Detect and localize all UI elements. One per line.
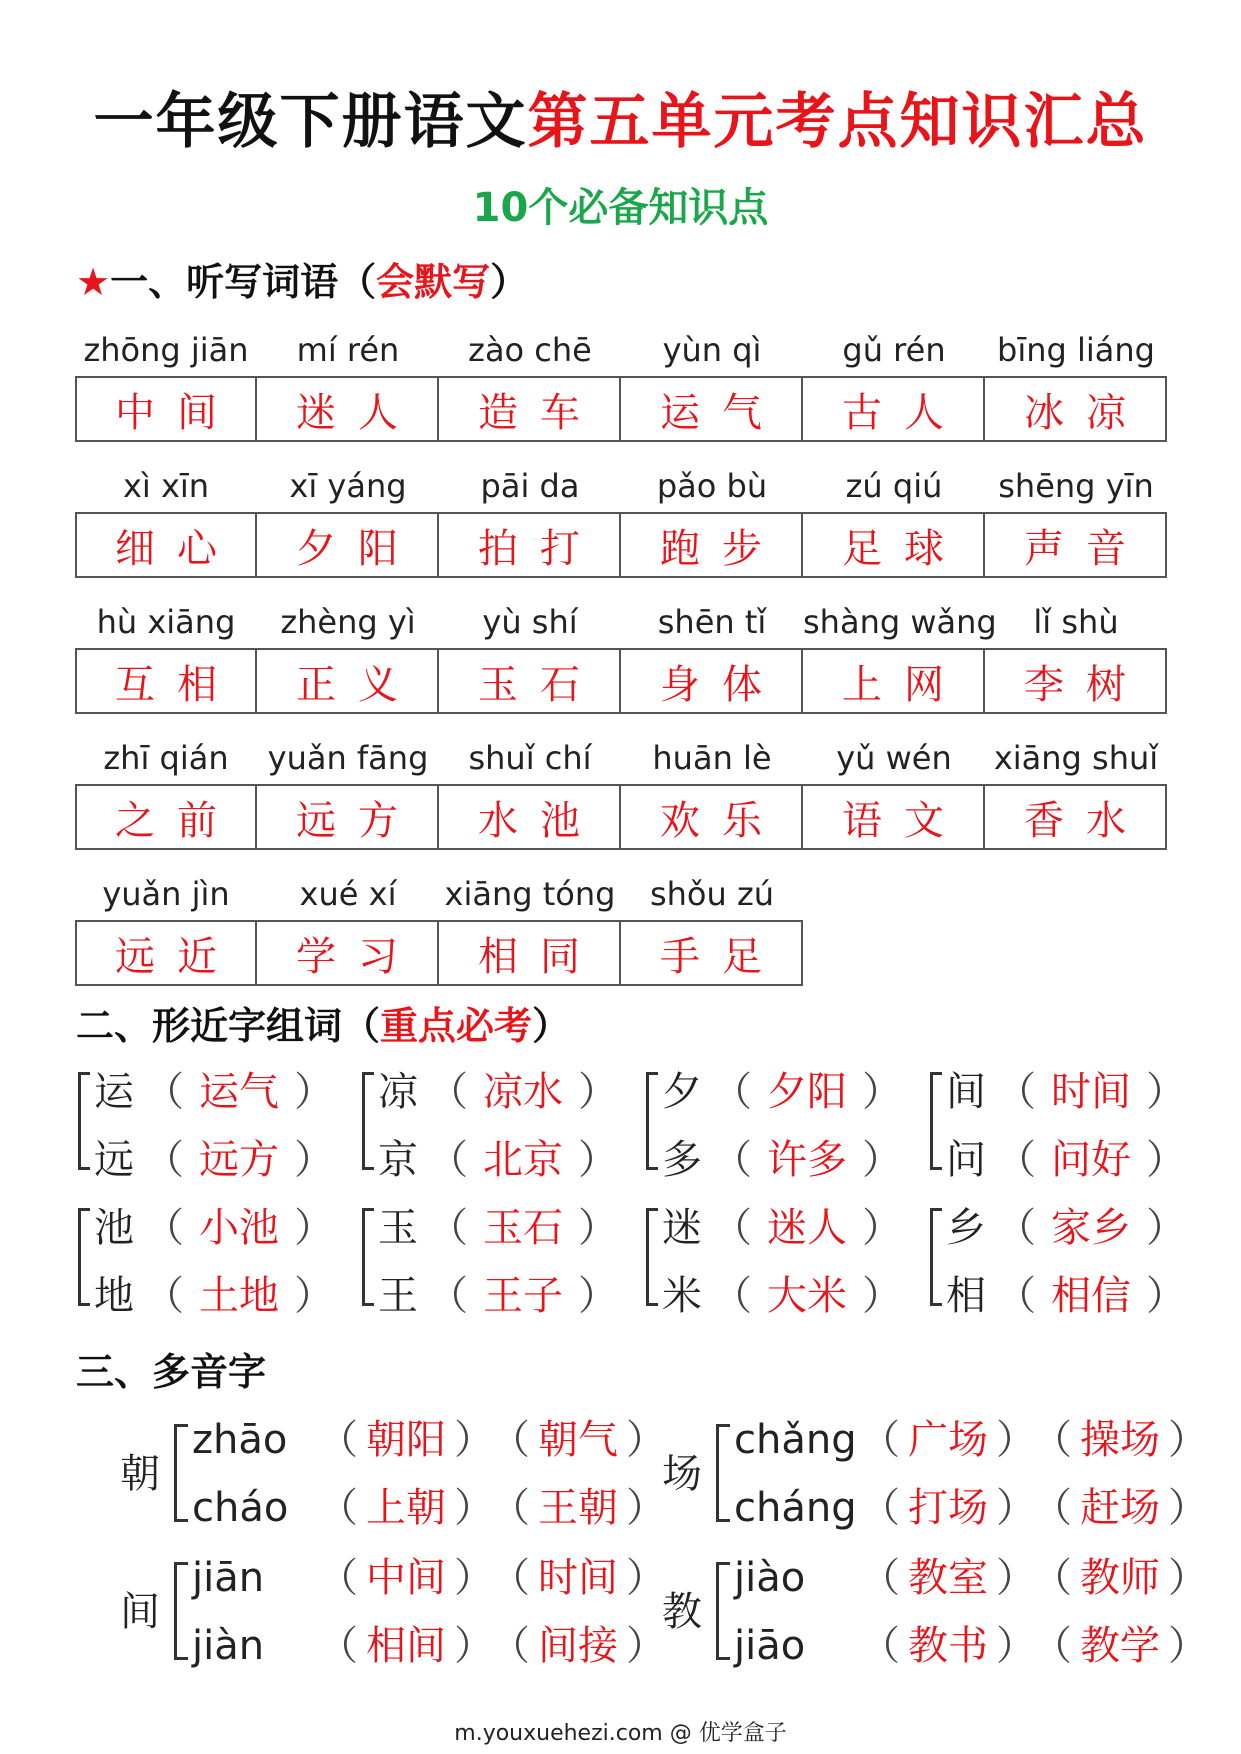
hanzi-box: 远近 xyxy=(75,920,257,986)
paren-close: ） xyxy=(532,1004,571,1048)
similar-pair xyxy=(646,1058,926,1194)
base-char: 间 xyxy=(946,1069,986,1115)
paren-close: ） xyxy=(626,1623,666,1669)
hanzi-box: 香水 xyxy=(985,784,1167,850)
paren-open: （ xyxy=(428,1273,468,1319)
answer-word: 教书 xyxy=(908,1623,988,1669)
similar-pair xyxy=(362,1058,642,1194)
answer-word: 朝气 xyxy=(538,1417,618,1463)
answer-word: 教师 xyxy=(1080,1555,1160,1601)
page-subtitle: 10个必备知识点 xyxy=(472,185,769,231)
section-heading-polyphonic xyxy=(76,1346,266,1398)
hanzi-box: 足球 xyxy=(803,512,985,578)
word-row xyxy=(75,734,1167,870)
word-cell xyxy=(257,870,439,1006)
hanzi-box: 水池 xyxy=(439,784,621,850)
answer-word: 间接 xyxy=(538,1623,618,1669)
pinyin-label: hù xiāng xyxy=(96,603,236,641)
pinyin-label: huān lè xyxy=(652,739,772,777)
similar-pair xyxy=(646,1194,926,1330)
word-row xyxy=(75,326,1167,462)
dictation-grid xyxy=(75,326,1167,1006)
base-char: 相 xyxy=(946,1273,986,1319)
paren-close: ） xyxy=(1146,1069,1186,1115)
paren-close: ） xyxy=(490,260,529,304)
word-cell xyxy=(75,870,257,1006)
hanzi-box: 语文 xyxy=(803,784,985,850)
brace-bracket xyxy=(646,1072,658,1170)
reading-pinyin: cháng xyxy=(734,1485,857,1531)
pair-line xyxy=(662,1194,912,1262)
reading-line xyxy=(734,1612,1216,1680)
paren-open: （ xyxy=(428,1205,468,1251)
reading-line xyxy=(192,1406,674,1474)
answer-word: 时间 xyxy=(538,1555,618,1601)
page-title xyxy=(0,82,1241,162)
answer-word: 问好 xyxy=(1051,1137,1131,1183)
paren-close: ） xyxy=(578,1069,618,1115)
brace-bracket xyxy=(78,1208,90,1306)
pinyin-label: zhèng yì xyxy=(280,603,416,641)
paren-close: ） xyxy=(1146,1137,1186,1183)
hanzi-box: 远方 xyxy=(257,784,439,850)
brace-bracket xyxy=(930,1072,942,1170)
paren-open: （ xyxy=(1052,1417,1072,1463)
paren-open: （ xyxy=(712,1273,752,1319)
brace-bracket xyxy=(716,1562,730,1660)
word-cell xyxy=(985,462,1167,598)
paren-close: ） xyxy=(294,1273,334,1319)
pinyin-label: shēng yīn xyxy=(998,467,1154,505)
section-label: 一、听写词语 xyxy=(110,260,339,304)
hanzi-box: 手足 xyxy=(621,920,803,986)
pinyin-label: bīng liáng xyxy=(997,331,1155,369)
paren-open: （ xyxy=(318,1623,358,1669)
pinyin-label: xué xí xyxy=(299,875,397,913)
paren-close: ） xyxy=(626,1485,666,1531)
base-char: 多 xyxy=(662,1137,702,1183)
answer-word: 操场 xyxy=(1080,1417,1160,1463)
answer-word: 大米 xyxy=(767,1273,847,1319)
reading-pinyin: zhāo xyxy=(192,1417,288,1463)
paren-open: （ xyxy=(860,1485,900,1531)
answer-word: 广场 xyxy=(908,1417,988,1463)
hanzi-box: 之前 xyxy=(75,784,257,850)
hanzi-box: 身体 xyxy=(621,648,803,714)
pinyin-label: yù shí xyxy=(482,603,578,641)
similar-pair xyxy=(362,1194,642,1330)
word-cell xyxy=(75,462,257,598)
polyphonic-char: 场 xyxy=(662,1451,702,1497)
word-cell xyxy=(985,734,1167,870)
paren-close: ） xyxy=(294,1137,334,1183)
word-cell xyxy=(985,326,1167,462)
answer-word: 夕阳 xyxy=(767,1069,847,1115)
hanzi-box: 欢乐 xyxy=(621,784,803,850)
hanzi-box: 夕阳 xyxy=(257,512,439,578)
word-cell xyxy=(257,734,439,870)
pinyin-label: gǔ rén xyxy=(842,331,946,369)
paren-open: （ xyxy=(996,1273,1036,1319)
word-cell xyxy=(257,326,439,462)
pair-line xyxy=(94,1262,344,1330)
brace-bracket xyxy=(930,1208,942,1306)
polyphonic-char: 朝 xyxy=(120,1451,160,1497)
pinyin-label: yùn qì xyxy=(662,331,762,369)
word-row xyxy=(75,598,1167,734)
answer-word: 王子 xyxy=(483,1273,563,1319)
pinyin-label: zhōng jiān xyxy=(83,331,249,369)
polyphonic-group xyxy=(662,1406,1208,1542)
base-char: 凉 xyxy=(378,1069,418,1115)
hanzi-box: 迷人 xyxy=(257,376,439,442)
section-label: 三、多音字 xyxy=(76,1350,267,1394)
paren-open: （ xyxy=(860,1417,900,1463)
answer-word: 上朝 xyxy=(366,1485,446,1531)
answer-word: 土地 xyxy=(199,1273,279,1319)
paren-open: （ xyxy=(1052,1555,1072,1601)
pair-line xyxy=(662,1262,912,1330)
base-char: 地 xyxy=(94,1273,134,1319)
paren-close: ） xyxy=(996,1485,1036,1531)
base-char: 米 xyxy=(662,1273,702,1319)
reading-pinyin: cháo xyxy=(192,1485,289,1531)
paren-open: （ xyxy=(144,1137,184,1183)
paren-close: ） xyxy=(862,1205,902,1251)
paren-close: ） xyxy=(454,1417,494,1463)
paren-open: （ xyxy=(318,1485,358,1531)
reading-line xyxy=(734,1544,1216,1612)
reading-line xyxy=(734,1474,1216,1542)
hanzi-box: 相同 xyxy=(439,920,621,986)
paren-close: ） xyxy=(454,1485,494,1531)
pinyin-label: xì xīn xyxy=(122,467,210,505)
pair-line xyxy=(946,1194,1196,1262)
base-char: 王 xyxy=(378,1273,418,1319)
paren-open: （ xyxy=(144,1273,184,1319)
pair-line xyxy=(378,1194,628,1262)
reading-pinyin: jiān xyxy=(192,1555,265,1601)
paren-open: （ xyxy=(510,1555,530,1601)
polyphonic-group xyxy=(120,1544,666,1680)
paren-open: （ xyxy=(144,1069,184,1115)
answer-word: 凉水 xyxy=(483,1069,563,1115)
word-cell xyxy=(75,326,257,462)
base-char: 夕 xyxy=(662,1069,702,1115)
answer-word: 赶场 xyxy=(1080,1485,1160,1531)
hanzi-box: 互相 xyxy=(75,648,257,714)
pair-line xyxy=(378,1058,628,1126)
word-cell xyxy=(439,326,621,462)
paren-open: （ xyxy=(510,1623,530,1669)
pair-line xyxy=(378,1126,628,1194)
pair-line xyxy=(378,1262,628,1330)
paren-open: （ xyxy=(860,1623,900,1669)
section-highlight: 重点必考 xyxy=(380,1004,533,1048)
polyphonic-char: 教 xyxy=(662,1589,702,1635)
reading-line xyxy=(192,1612,674,1680)
pinyin-label: xiāng tóng xyxy=(444,875,616,913)
reading-line xyxy=(192,1474,674,1542)
answer-word: 远方 xyxy=(199,1137,279,1183)
hanzi-box: 学习 xyxy=(257,920,439,986)
word-cell xyxy=(985,598,1167,734)
pair-line xyxy=(94,1126,344,1194)
brace-bracket xyxy=(362,1072,374,1170)
word-cell xyxy=(803,462,985,598)
reading-line xyxy=(192,1544,674,1612)
paren-open: （ xyxy=(996,1137,1036,1183)
pinyin-label: zhī qián xyxy=(103,739,229,777)
reading-pinyin: jiào xyxy=(734,1555,806,1601)
pinyin-label: shǒu zú xyxy=(649,875,775,913)
pinyin-label: yuǎn jìn xyxy=(102,875,230,913)
paren-close: ） xyxy=(1168,1623,1208,1669)
section-heading-dictation xyxy=(76,256,528,308)
answer-word: 迷人 xyxy=(767,1205,847,1251)
base-char: 乡 xyxy=(946,1205,986,1251)
base-char: 远 xyxy=(94,1137,134,1183)
hanzi-box: 玉石 xyxy=(439,648,621,714)
polyphonic-group xyxy=(662,1544,1208,1680)
hanzi-box: 李树 xyxy=(985,648,1167,714)
pair-line xyxy=(94,1058,344,1126)
paren-close: ） xyxy=(454,1623,494,1669)
answer-word: 家乡 xyxy=(1051,1205,1131,1251)
answer-word: 玉石 xyxy=(483,1205,563,1251)
pinyin-label: shuǐ chí xyxy=(468,739,592,777)
word-row xyxy=(75,870,1167,1006)
pinyin-label: yǔ wén xyxy=(836,739,952,777)
pinyin-label: zú qiú xyxy=(845,467,943,505)
paren-close: ） xyxy=(996,1417,1036,1463)
paren-open: （ xyxy=(144,1205,184,1251)
paren-close: ） xyxy=(578,1137,618,1183)
paren-close: ） xyxy=(578,1205,618,1251)
paren-open: （ xyxy=(996,1069,1036,1115)
hanzi-box: 跑步 xyxy=(621,512,803,578)
paren-open: （ xyxy=(860,1555,900,1601)
star-icon: ★ xyxy=(76,260,111,304)
answer-word: 许多 xyxy=(767,1137,847,1183)
word-cell xyxy=(803,734,985,870)
section-label: 二、形近字组词 xyxy=(76,1004,343,1048)
answer-word: 教学 xyxy=(1080,1623,1160,1669)
pair-line xyxy=(946,1126,1196,1194)
answer-word: 运气 xyxy=(199,1069,279,1115)
paren-close: ） xyxy=(996,1623,1036,1669)
paren-open: （ xyxy=(428,1069,468,1115)
pair-line xyxy=(946,1058,1196,1126)
hanzi-box: 运气 xyxy=(621,376,803,442)
pinyin-label: mí rén xyxy=(296,331,400,369)
brace-bracket xyxy=(362,1208,374,1306)
pinyin-label: pǎo bù xyxy=(656,467,768,505)
answer-word: 北京 xyxy=(483,1137,563,1183)
hanzi-box: 中间 xyxy=(75,376,257,442)
paren-close: ） xyxy=(1146,1205,1186,1251)
word-cell xyxy=(439,598,621,734)
pinyin-label: xiāng shuǐ xyxy=(993,739,1159,777)
paren-open: （ xyxy=(712,1069,752,1115)
hanzi-box: 正义 xyxy=(257,648,439,714)
hanzi-box: 上网 xyxy=(803,648,985,714)
brace-bracket xyxy=(174,1424,188,1522)
paren-close: ） xyxy=(1168,1485,1208,1531)
word-cell xyxy=(439,870,621,1006)
polyphonic-group xyxy=(120,1406,666,1542)
paren-close: ） xyxy=(626,1417,666,1463)
pair-line xyxy=(662,1126,912,1194)
hanzi-box: 冰凉 xyxy=(985,376,1167,442)
reading-pinyin: chǎng xyxy=(734,1417,857,1463)
brace-bracket xyxy=(78,1072,90,1170)
paren-close: ） xyxy=(1146,1273,1186,1319)
word-cell xyxy=(621,326,803,462)
paren-close: ） xyxy=(294,1069,334,1115)
similar-pair xyxy=(930,1194,1210,1330)
paren-close: ） xyxy=(578,1273,618,1319)
pinyin-label: yuǎn fāng xyxy=(267,739,429,777)
word-row xyxy=(75,462,1167,598)
paren-open: （ xyxy=(428,1137,468,1183)
word-cell xyxy=(621,462,803,598)
pinyin-label: lǐ shù xyxy=(1033,603,1119,641)
brace-bracket xyxy=(646,1208,658,1306)
paren-close: ） xyxy=(294,1205,334,1251)
paren-close: ） xyxy=(1168,1555,1208,1601)
similar-pair xyxy=(930,1058,1210,1194)
answer-word: 教室 xyxy=(908,1555,988,1601)
paren-open: （ xyxy=(712,1137,752,1183)
paren-close: ） xyxy=(862,1137,902,1183)
footer-watermark: m.youxuehezi.com @ 优学盒子 xyxy=(454,1721,787,1746)
answer-word: 相间 xyxy=(366,1623,446,1669)
reading-pinyin: jiàn xyxy=(192,1623,265,1669)
paren-close: ） xyxy=(862,1069,902,1115)
brace-bracket xyxy=(716,1424,730,1522)
pair-line xyxy=(662,1058,912,1126)
hanzi-box: 声音 xyxy=(985,512,1167,578)
paren-close: ） xyxy=(862,1273,902,1319)
paren-open: （ xyxy=(510,1485,530,1531)
hanzi-box: 古人 xyxy=(803,376,985,442)
pinyin-label: pāi da xyxy=(480,467,580,505)
section-heading-similar-chars xyxy=(76,1000,570,1052)
base-char: 迷 xyxy=(662,1205,702,1251)
word-cell xyxy=(257,462,439,598)
word-cell xyxy=(621,598,803,734)
word-cell xyxy=(75,598,257,734)
word-cell xyxy=(803,326,985,462)
paren-close: ） xyxy=(996,1555,1036,1601)
base-char: 池 xyxy=(94,1205,134,1251)
answer-word: 小池 xyxy=(199,1205,279,1251)
word-cell xyxy=(621,734,803,870)
pinyin-label: shēn tǐ xyxy=(657,603,767,641)
similar-pair xyxy=(78,1058,358,1194)
polyphonic-char: 间 xyxy=(120,1589,160,1635)
hanzi-box: 细心 xyxy=(75,512,257,578)
answer-word: 打场 xyxy=(908,1485,988,1531)
word-cell xyxy=(439,462,621,598)
paren-open: （ xyxy=(1052,1485,1072,1531)
reading-pinyin: jiāo xyxy=(734,1623,806,1669)
base-char: 运 xyxy=(94,1069,134,1115)
base-char: 玉 xyxy=(378,1205,418,1251)
section-highlight: 会默写 xyxy=(376,260,491,304)
brace-bracket xyxy=(174,1562,188,1660)
pair-line xyxy=(946,1262,1196,1330)
paren-open: （ xyxy=(510,1417,530,1463)
paren-open: （ xyxy=(338,260,377,304)
paren-close: ） xyxy=(626,1555,666,1601)
paren-open: （ xyxy=(318,1555,358,1601)
base-char: 问 xyxy=(946,1137,986,1183)
answer-word: 时间 xyxy=(1051,1069,1131,1115)
pinyin-label: shàng wǎng xyxy=(803,603,997,641)
answer-word: 朝阳 xyxy=(366,1417,446,1463)
answer-word: 王朝 xyxy=(538,1485,618,1531)
answer-word: 中间 xyxy=(366,1555,446,1601)
paren-close: ） xyxy=(1168,1417,1208,1463)
base-char: 京 xyxy=(378,1137,418,1183)
paren-open: （ xyxy=(1052,1623,1072,1669)
word-cell xyxy=(257,598,439,734)
hanzi-box: 造车 xyxy=(439,376,621,442)
word-cell xyxy=(75,734,257,870)
similar-pair xyxy=(78,1194,358,1330)
hanzi-box: 拍打 xyxy=(439,512,621,578)
word-cell xyxy=(803,598,997,734)
paren-open: （ xyxy=(342,1004,381,1048)
word-cell xyxy=(439,734,621,870)
paren-open: （ xyxy=(712,1205,752,1251)
title-unit: 第五单元考点知识汇总 xyxy=(527,87,1148,157)
pinyin-label: xī yáng xyxy=(289,467,407,505)
paren-open: （ xyxy=(996,1205,1036,1251)
pair-line xyxy=(94,1194,344,1262)
title-grade: 一年级下册语文 xyxy=(93,87,528,157)
answer-word: 相信 xyxy=(1051,1273,1131,1319)
paren-close: ） xyxy=(454,1555,494,1601)
reading-line xyxy=(734,1406,1216,1474)
paren-open: （ xyxy=(318,1417,358,1463)
word-cell xyxy=(621,870,803,1006)
pinyin-label: zào chē xyxy=(468,331,592,369)
